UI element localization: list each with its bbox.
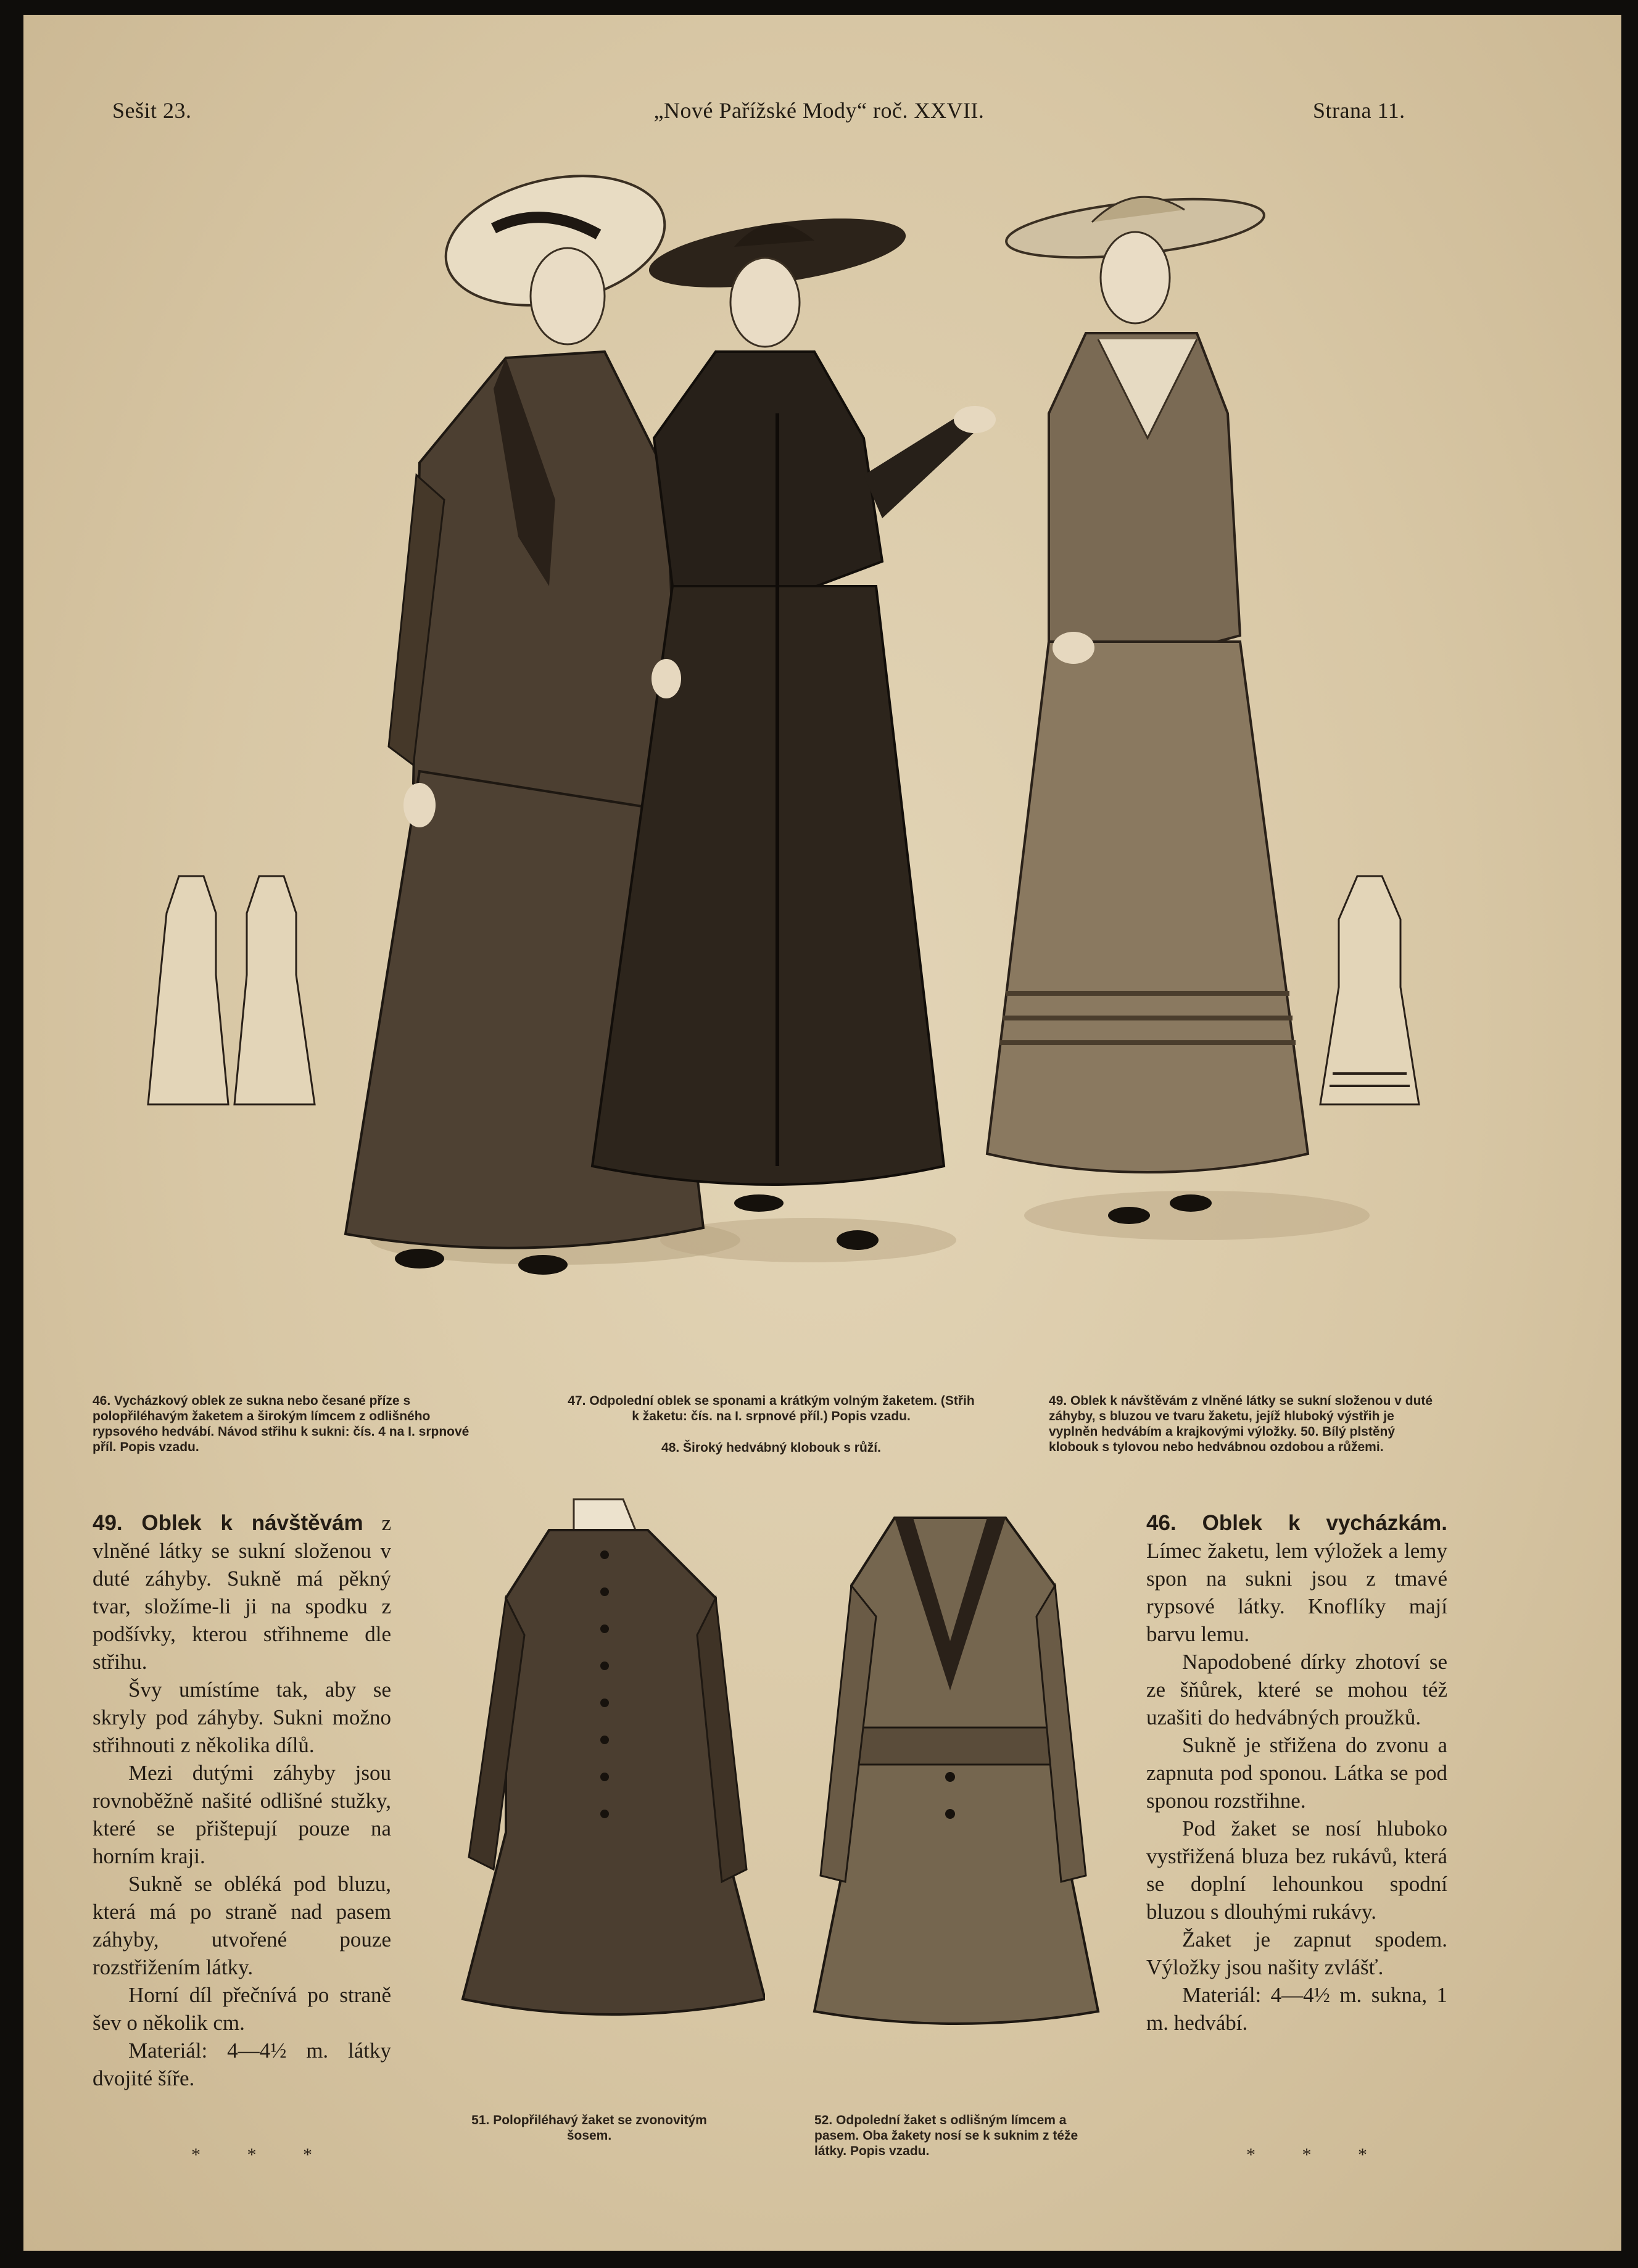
figure-49-visiting-suit xyxy=(987,189,1308,1224)
jacket-51-illustration xyxy=(457,1487,765,2055)
left-p3: Mezi dutými záhyby jsou rovnoběžně našité odlišné stužky, které se přištepují pouze na horním kraji. xyxy=(93,1761,391,1868)
right-p6: Materiál: 4—4½ m. sukna, 1 m. hedvábí. xyxy=(1146,1983,1447,2035)
jacket-52-illustration xyxy=(808,1505,1104,2048)
right-p4: Pod žaket se nosí hluboko vystřižená bluza bez rukávů, která se doplní lehounkou spodní bluzou s dlouhými rukávy. xyxy=(1146,1816,1447,1924)
left-p5: Horní díl přečnívá po straně šev o několik cm. xyxy=(93,1983,391,2035)
left-p2: Švy umístíme tak, aby se skryly pod záhyby. Sukni možno střihnouti z několika dílů. xyxy=(93,1678,391,1757)
caption-51: 51. Polopřiléhavý žaket se zvonovitým šosem. xyxy=(471,2113,707,2143)
right-lead: 46. Oblek k vycházkám. xyxy=(1146,1511,1447,1535)
left-p4: Sukně se obléká pod bluzu, která má po straně nad pasem záhyby, utvořené pouze rozstřižením látky. xyxy=(93,1872,391,1979)
figure-47-afternoon-suit xyxy=(592,205,996,1250)
left-lead: 49. Oblek k návštěvám xyxy=(93,1511,363,1535)
caption-46: 46. Vycházkový oblek ze sukna nebo česané příze s polopřiléhavým žaketem a širokým límcem z odlišného rypsového hedvábí. Návod střihu k sukni: čís. 4 na I. srpnové příl. Popis vzadu. xyxy=(93,1394,469,1454)
right-p1: Límec žaketu, lem výložek a lemy spon na sukni jsou z tmavé rypsové látky. Knoflíky mají barvu lemu. xyxy=(1146,1539,1447,1646)
left-ornament: * * * xyxy=(191,2145,333,2165)
right-ornament: * * * xyxy=(1246,2145,1388,2165)
left-p6: Materiál: 4—4½ m. látky dvojité šíře. xyxy=(93,2038,391,2090)
caption-52: 52. Odpolední žaket s odlišným límcem a pasem. Oba žakety nosí se k suknim z téže látky. Popis vzadu. xyxy=(814,2113,1078,2158)
caption-47: 47. Odpolední oblek se sponami a krátkým volným žaketem. (Střih k žaketu: čís. na I. srpnové příl.) Popis vzadu. xyxy=(568,1394,975,1423)
caption-48: 48. Široký hedvábný klobouk s růží. xyxy=(661,1441,881,1455)
right-p2: Napodobené dírky zhotoví se ze šňůrek, které se mohou též uzašiti do hedvábných proužků. xyxy=(1146,1650,1447,1729)
back-view-sketches-left xyxy=(136,864,333,1111)
back-view-sketch-right xyxy=(1314,870,1425,1111)
header-title: „Nové Pařížské Mody“ roč. XXVII. xyxy=(653,98,985,123)
main-fashion-illustration xyxy=(123,154,1481,1326)
right-p3: Sukně je střižena do zvonu a zapnuta pod sponou. Látka se pod sponou rozstřihne. xyxy=(1146,1733,1447,1813)
header-page-number: Strana 11. xyxy=(1313,98,1405,123)
header-issue: Sešit 23. xyxy=(112,98,192,123)
caption-49-50: 49. Oblek k návštěvám z vlněné látky se sukní složenou v duté záhyby, s bluzou ve tvaru žaketu, jejíž hluboký výstřih je vyplněn hedvábím a krajkovými výložky. 50. Bílý plstěný klobouk s tylovou nebo hedvábnou ozdobou a růžemi. xyxy=(1049,1394,1433,1454)
left-p1: z vlněné látky se sukní složenou v duté záhyby. Sukně má pěkný tvar, složíme-li ji na spodku z podšívky, kterou střihneme dle střihu. xyxy=(93,1511,392,1674)
right-p5: Žaket je zapnut spodem. Výložky jsou našity zvlášť. xyxy=(1146,1927,1447,1979)
left-text-column xyxy=(93,1509,391,2092)
right-text-column xyxy=(1146,1509,1447,2037)
